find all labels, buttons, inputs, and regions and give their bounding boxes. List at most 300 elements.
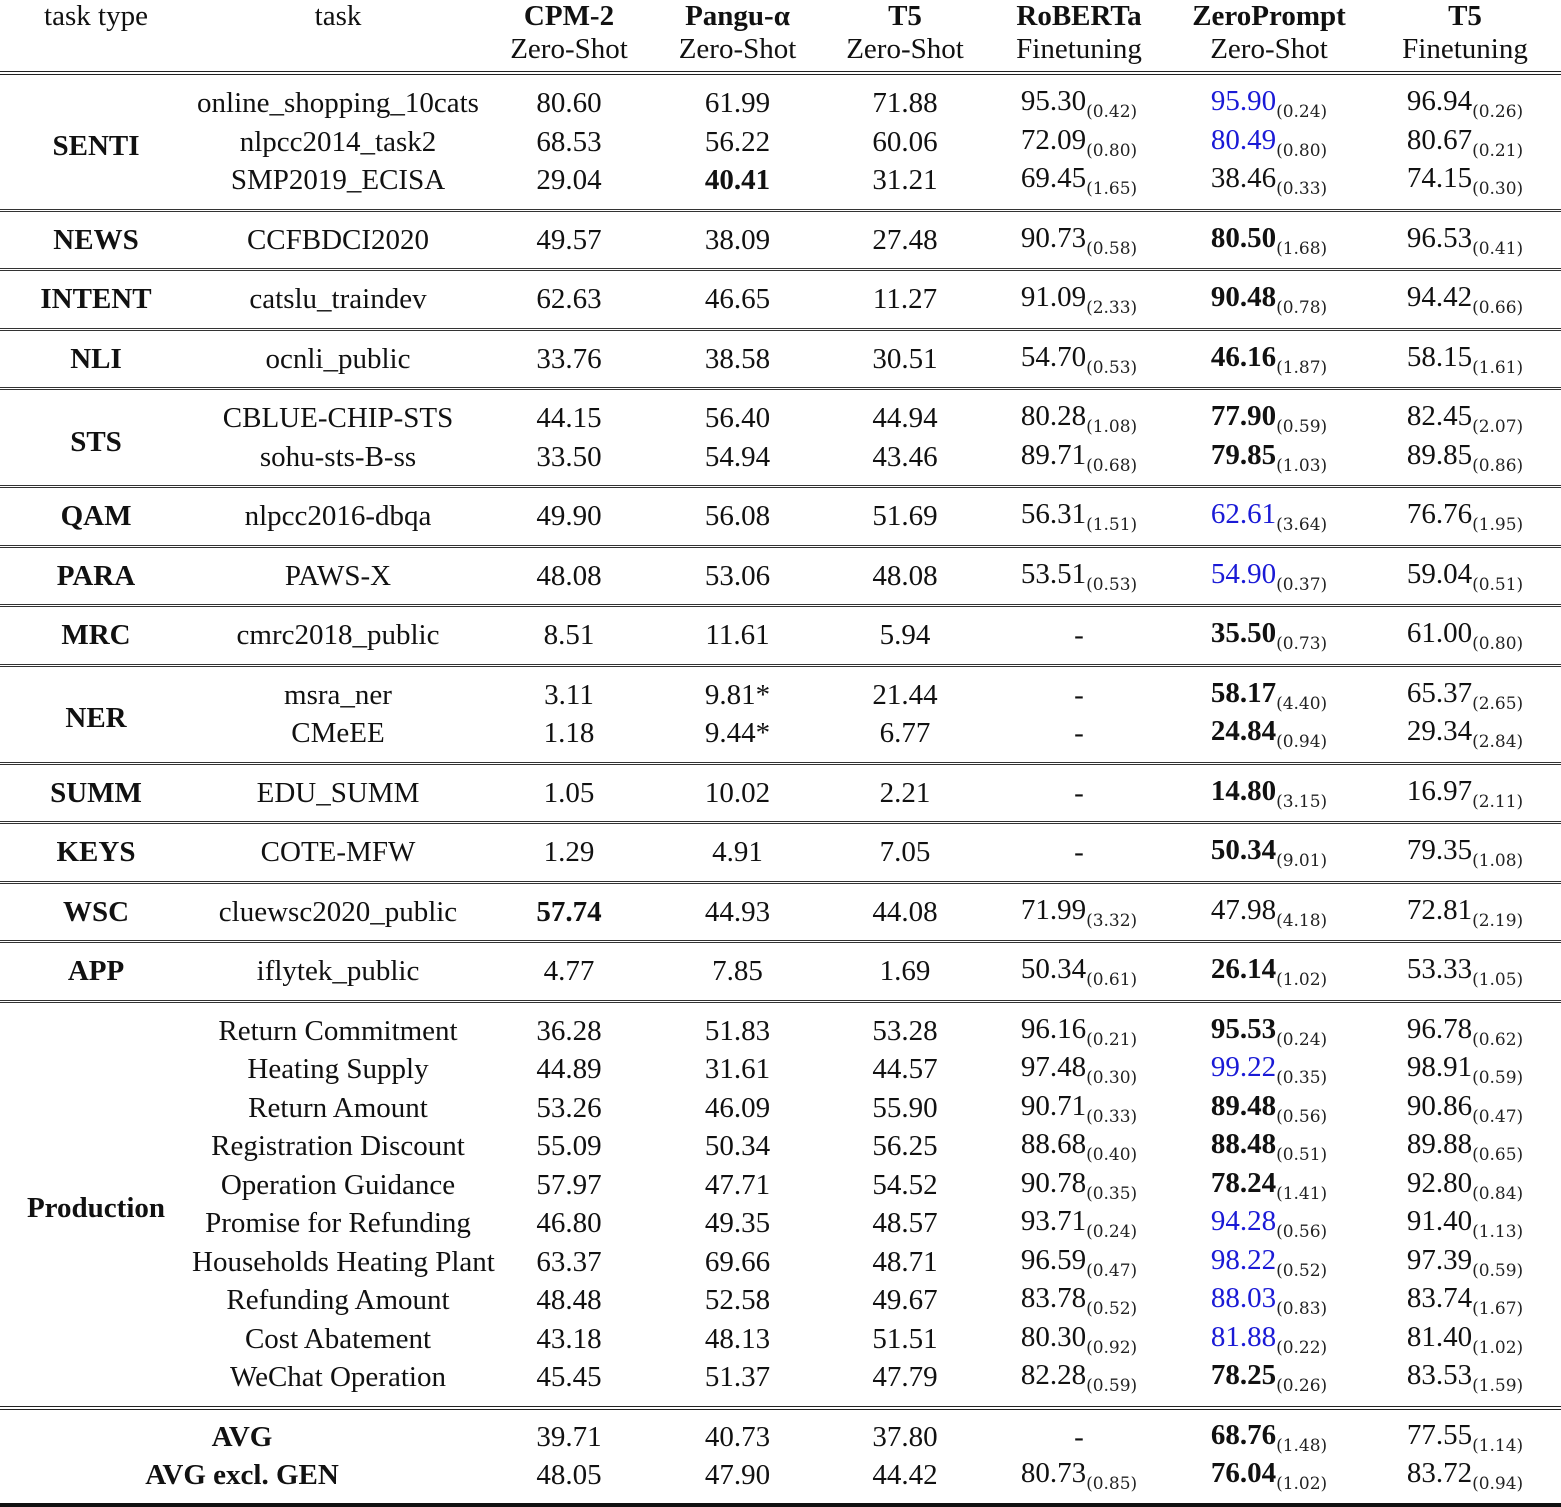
score-value: 47.79 bbox=[872, 1361, 938, 1393]
score-value: 1.05 bbox=[543, 776, 595, 809]
score-t5-ft bbox=[1369, 487, 1561, 547]
score-cpm2 bbox=[484, 1243, 654, 1282]
score-std: (0.30) bbox=[1086, 1068, 1138, 1088]
score-std: (1.67) bbox=[1472, 1299, 1524, 1319]
table-header bbox=[0, 0, 1561, 73]
score-cpm2 bbox=[484, 1358, 654, 1408]
score-t5-zs bbox=[821, 1050, 989, 1089]
score-pangu bbox=[654, 546, 821, 606]
score-value: 83.53 bbox=[1406, 1359, 1473, 1391]
task-name: Registration Discount bbox=[211, 1130, 465, 1162]
score-value: - bbox=[1074, 776, 1084, 809]
score-t5-zs bbox=[821, 389, 989, 438]
score-roberta bbox=[989, 1358, 1169, 1408]
table-row bbox=[0, 1358, 1561, 1408]
score-std: (1.61) bbox=[1472, 357, 1524, 378]
score-std: (0.58) bbox=[1086, 238, 1138, 259]
score-t5-zs bbox=[821, 1281, 989, 1320]
score-std: (1.59) bbox=[1472, 1376, 1524, 1396]
score-value: 96.16 bbox=[1020, 1012, 1087, 1045]
score-std: (2.11) bbox=[1472, 791, 1524, 812]
score-zeroprompt bbox=[1169, 1204, 1369, 1243]
score-value: 51.37 bbox=[704, 1361, 771, 1393]
score-t5-ft bbox=[1369, 210, 1561, 270]
score-std: (0.78) bbox=[1276, 298, 1328, 318]
score-std: (0.22) bbox=[1276, 1337, 1328, 1358]
score-zeroprompt bbox=[1169, 1127, 1369, 1166]
score-cpm2 bbox=[484, 882, 654, 942]
score-roberta bbox=[989, 161, 1169, 210]
score-pangu bbox=[654, 714, 821, 763]
score-value: 46.09 bbox=[704, 1091, 771, 1124]
score-t5-ft bbox=[1369, 1166, 1561, 1205]
score-std: (1.48) bbox=[1276, 1435, 1328, 1456]
task-name: nlpcc2016-dbqa bbox=[192, 487, 484, 547]
score-value: 76.76 bbox=[1406, 498, 1473, 530]
score-t5-ft bbox=[1369, 1243, 1561, 1282]
score-value: - bbox=[1074, 1420, 1084, 1453]
score-value: 69.66 bbox=[704, 1245, 771, 1278]
score-t5-ft bbox=[1369, 546, 1561, 606]
task-type-label: WSC bbox=[0, 882, 192, 942]
score-std: (0.85) bbox=[1086, 1474, 1138, 1494]
average-row bbox=[0, 1408, 1561, 1457]
score-pangu bbox=[654, 73, 821, 123]
table-row bbox=[0, 1243, 1561, 1282]
table-row bbox=[0, 438, 1561, 487]
score-value: 44.93 bbox=[704, 895, 771, 928]
header-spacer bbox=[0, 33, 192, 73]
score-std: (0.94) bbox=[1472, 1474, 1524, 1494]
score-std: (0.24) bbox=[1276, 1029, 1328, 1050]
score-zeroprompt bbox=[1169, 1001, 1369, 1050]
score-cpm2 bbox=[484, 123, 654, 162]
score-value: 53.28 bbox=[872, 1014, 938, 1047]
score-value: 21.44 bbox=[872, 678, 938, 711]
score-std: (0.21) bbox=[1086, 1029, 1138, 1050]
score-cpm2 bbox=[484, 714, 654, 763]
task-group-senti bbox=[0, 73, 1561, 210]
task-name: EDU_SUMM bbox=[192, 763, 484, 823]
score-pangu bbox=[654, 123, 821, 162]
header-model-cpm2: CPM-2 bbox=[523, 0, 615, 32]
score-value: 50.34 bbox=[704, 1130, 771, 1162]
score-value: - bbox=[1074, 678, 1084, 711]
score-value: 50.34 bbox=[1020, 953, 1087, 985]
score-pangu bbox=[654, 942, 821, 1002]
score-roberta bbox=[989, 714, 1169, 763]
score-zeroprompt bbox=[1169, 1456, 1369, 1505]
score-cpm2 bbox=[484, 1320, 654, 1359]
score-std: (0.68) bbox=[1086, 455, 1138, 476]
score-pangu bbox=[654, 763, 821, 823]
score-t5-zs bbox=[821, 487, 989, 547]
task-group-app bbox=[0, 942, 1561, 1002]
score-pangu bbox=[654, 1243, 821, 1282]
score-value: 83.72 bbox=[1406, 1457, 1473, 1489]
task-name: Promise for Refunding bbox=[205, 1207, 471, 1239]
score-value: 48.08 bbox=[536, 559, 602, 592]
task-group-keys bbox=[0, 823, 1561, 883]
score-value: 53.33 bbox=[1406, 953, 1473, 985]
score-value: 54.52 bbox=[872, 1168, 938, 1201]
score-value: 96.94 bbox=[1406, 85, 1473, 117]
task-name: msra_ner bbox=[284, 678, 392, 711]
score-value: 80.49 bbox=[1210, 123, 1277, 156]
score-value: 44.42 bbox=[872, 1459, 938, 1491]
table-row bbox=[0, 161, 1561, 210]
table-row bbox=[0, 606, 1561, 666]
score-value: 54.70 bbox=[1020, 340, 1087, 373]
score-value: 91.09 bbox=[1020, 281, 1087, 313]
score-t5-ft bbox=[1369, 1127, 1561, 1166]
header-model-zeroprompt: ZeroPrompt bbox=[1192, 0, 1346, 32]
score-t5-zs bbox=[821, 73, 989, 123]
score-zeroprompt bbox=[1169, 1166, 1369, 1205]
score-pangu bbox=[654, 270, 821, 330]
score-value: 54.94 bbox=[704, 440, 771, 473]
score-value: 1.18 bbox=[543, 717, 595, 749]
score-std: (0.35) bbox=[1086, 1183, 1138, 1204]
score-std: (0.52) bbox=[1086, 1299, 1138, 1319]
score-value: 53.26 bbox=[536, 1091, 602, 1124]
score-value: 40.73 bbox=[704, 1420, 771, 1453]
table-row bbox=[0, 882, 1561, 942]
table-row bbox=[0, 270, 1561, 330]
table-row bbox=[0, 210, 1561, 270]
score-value: 79.85 bbox=[1210, 438, 1277, 471]
score-value: 49.35 bbox=[704, 1207, 771, 1239]
score-zeroprompt bbox=[1169, 1320, 1369, 1359]
task-name: cmrc2018_public bbox=[192, 606, 484, 666]
score-roberta bbox=[989, 123, 1169, 162]
score-value: 72.81 bbox=[1406, 893, 1473, 926]
header-setting-cpm2: Zero-Shot bbox=[484, 33, 654, 73]
score-t5-ft bbox=[1369, 270, 1561, 330]
score-std: (2.33) bbox=[1086, 298, 1138, 318]
score-roberta bbox=[989, 1281, 1169, 1320]
score-value: 82.28 bbox=[1020, 1359, 1087, 1391]
task-type-label: Production bbox=[0, 1001, 192, 1408]
task-name: online_shopping_10cats bbox=[197, 87, 479, 119]
score-zeroprompt bbox=[1169, 942, 1369, 1002]
task-name: cluewsc2020_public bbox=[192, 882, 484, 942]
table-row bbox=[0, 665, 1561, 714]
score-t5-zs bbox=[821, 714, 989, 763]
score-t5-zs bbox=[821, 123, 989, 162]
score-t5-zs bbox=[821, 1001, 989, 1050]
score-value: 47.98 bbox=[1210, 893, 1277, 926]
score-t5-zs bbox=[821, 1166, 989, 1205]
score-t5-zs bbox=[821, 1408, 989, 1457]
score-value: 49.67 bbox=[872, 1284, 938, 1316]
score-t5-ft bbox=[1369, 1050, 1561, 1089]
score-value: 83.78 bbox=[1020, 1282, 1087, 1314]
score-std: (0.65) bbox=[1472, 1145, 1524, 1165]
average-label: AVG excl. GEN bbox=[0, 1456, 484, 1505]
score-value: 80.28 bbox=[1020, 400, 1087, 432]
score-zeroprompt bbox=[1169, 389, 1369, 438]
score-value: 56.22 bbox=[704, 125, 771, 158]
score-std: (0.51) bbox=[1472, 574, 1524, 595]
score-cpm2 bbox=[484, 329, 654, 389]
score-t5-zs bbox=[821, 763, 989, 823]
score-t5-zs bbox=[821, 546, 989, 606]
score-value: 7.05 bbox=[879, 836, 931, 868]
table-row bbox=[0, 1281, 1561, 1320]
score-roberta bbox=[989, 1001, 1169, 1050]
score-value: 96.53 bbox=[1406, 221, 1473, 254]
score-roberta bbox=[989, 606, 1169, 666]
table-row bbox=[0, 942, 1561, 1002]
score-std: (1.68) bbox=[1276, 238, 1328, 259]
score-zeroprompt bbox=[1169, 1243, 1369, 1282]
score-t5-zs bbox=[821, 1243, 989, 1282]
score-value: 48.71 bbox=[872, 1245, 938, 1278]
header-model-pangu: Pangu-α bbox=[685, 0, 790, 32]
score-value: 62.61 bbox=[1210, 498, 1277, 530]
score-t5-ft bbox=[1369, 1204, 1561, 1243]
score-std: (0.26) bbox=[1276, 1376, 1328, 1396]
table-row bbox=[0, 1001, 1561, 1050]
task-name: Households Heating Plant bbox=[192, 1245, 495, 1278]
score-t5-zs bbox=[821, 210, 989, 270]
score-value: 7.85 bbox=[712, 955, 763, 987]
score-zeroprompt bbox=[1169, 123, 1369, 162]
score-value: 11.27 bbox=[872, 283, 938, 315]
score-pangu bbox=[654, 1089, 821, 1128]
score-std: (0.21) bbox=[1472, 140, 1524, 161]
score-t5-zs bbox=[821, 1204, 989, 1243]
score-pangu bbox=[654, 438, 821, 487]
score-pangu bbox=[654, 1166, 821, 1205]
header-model-t5-ft: T5 bbox=[1448, 0, 1482, 32]
score-cpm2 bbox=[484, 389, 654, 438]
score-cpm2 bbox=[484, 161, 654, 210]
score-std: (2.84) bbox=[1472, 732, 1524, 752]
score-cpm2 bbox=[484, 487, 654, 547]
task-name: Return Amount bbox=[248, 1091, 428, 1124]
score-cpm2 bbox=[484, 763, 654, 823]
score-zeroprompt bbox=[1169, 161, 1369, 210]
score-roberta bbox=[989, 546, 1169, 606]
table-row bbox=[0, 823, 1561, 883]
score-value: - bbox=[1074, 619, 1084, 651]
table-row bbox=[0, 389, 1561, 438]
score-std: (0.47) bbox=[1472, 1106, 1524, 1127]
score-value: 56.08 bbox=[704, 500, 771, 532]
score-pangu bbox=[654, 161, 821, 210]
score-value: 79.35 bbox=[1406, 834, 1473, 866]
score-value: 68.76 bbox=[1210, 1418, 1277, 1451]
score-t5-ft bbox=[1369, 1408, 1561, 1457]
score-t5-ft bbox=[1369, 1358, 1561, 1408]
score-roberta bbox=[989, 1089, 1169, 1128]
score-std: (0.24) bbox=[1276, 102, 1328, 122]
score-std: (0.56) bbox=[1276, 1106, 1328, 1127]
score-value: 44.57 bbox=[872, 1053, 938, 1085]
score-value: 71.99 bbox=[1020, 893, 1087, 926]
score-std: (0.24) bbox=[1086, 1222, 1138, 1242]
score-cpm2 bbox=[484, 1166, 654, 1205]
score-std: (0.59) bbox=[1472, 1068, 1524, 1088]
score-std: (3.32) bbox=[1086, 910, 1138, 931]
average-row bbox=[0, 1456, 1561, 1505]
task-group-news bbox=[0, 210, 1561, 270]
header-setting-roberta: Finetuning bbox=[989, 33, 1169, 73]
task-name: iflytek_public bbox=[192, 942, 484, 1002]
score-value: 2.21 bbox=[879, 776, 931, 809]
task-name: Cost Abatement bbox=[244, 1322, 432, 1355]
score-value: 88.48 bbox=[1210, 1128, 1277, 1160]
score-std: (0.52) bbox=[1276, 1260, 1328, 1281]
score-value: 78.24 bbox=[1210, 1166, 1277, 1199]
task-type-label: NER bbox=[0, 665, 192, 763]
task-group-para bbox=[0, 546, 1561, 606]
score-value: 31.21 bbox=[872, 164, 938, 196]
table-row bbox=[0, 73, 1561, 123]
score-value: 48.05 bbox=[536, 1459, 602, 1491]
score-t5-ft bbox=[1369, 73, 1561, 123]
score-value: 46.65 bbox=[704, 283, 771, 315]
score-pangu bbox=[654, 1358, 821, 1408]
score-value: 90.71 bbox=[1020, 1089, 1087, 1122]
score-value: 60.06 bbox=[872, 125, 938, 158]
task-name: sohu-sts-B-ss bbox=[192, 438, 484, 487]
score-std: (1.02) bbox=[1276, 970, 1328, 990]
score-t5-ft bbox=[1369, 1281, 1561, 1320]
score-roberta bbox=[989, 665, 1169, 714]
table-row bbox=[0, 1320, 1561, 1359]
score-std: (0.33) bbox=[1086, 1106, 1138, 1127]
score-value: 38.46 bbox=[1210, 162, 1277, 194]
task-name: CCFBDCI2020 bbox=[192, 210, 484, 270]
score-roberta bbox=[989, 270, 1169, 330]
score-value: 96.59 bbox=[1020, 1243, 1087, 1276]
score-value: 82.45 bbox=[1406, 400, 1473, 432]
score-cpm2 bbox=[484, 1050, 654, 1089]
score-value: 48.13 bbox=[704, 1322, 771, 1355]
task-name: catslu_traindev bbox=[192, 270, 484, 330]
score-std: (0.61) bbox=[1086, 970, 1138, 990]
score-std: (3.15) bbox=[1276, 791, 1328, 812]
score-value: 30.51 bbox=[872, 342, 938, 375]
score-value: 81.88 bbox=[1210, 1320, 1277, 1353]
score-pangu bbox=[654, 1281, 821, 1320]
score-value: 50.34 bbox=[1210, 834, 1277, 866]
score-pangu bbox=[654, 606, 821, 666]
score-t5-ft bbox=[1369, 823, 1561, 883]
score-std: (0.73) bbox=[1276, 634, 1328, 654]
header-model-t5-zs: T5 bbox=[888, 0, 922, 32]
score-value: 48.57 bbox=[872, 1207, 938, 1239]
score-zeroprompt bbox=[1169, 1358, 1369, 1408]
score-std: (4.40) bbox=[1276, 693, 1328, 714]
score-pangu bbox=[654, 882, 821, 942]
score-roberta bbox=[989, 823, 1169, 883]
score-value: 89.88 bbox=[1406, 1128, 1473, 1160]
score-value: 61.00 bbox=[1406, 617, 1473, 649]
score-zeroprompt bbox=[1169, 1089, 1369, 1128]
score-value: 61.99 bbox=[704, 87, 771, 119]
score-value: 48.48 bbox=[536, 1284, 602, 1316]
score-pangu bbox=[654, 389, 821, 438]
score-value: 81.40 bbox=[1406, 1320, 1473, 1353]
score-pangu bbox=[654, 1204, 821, 1243]
score-std: (2.65) bbox=[1472, 693, 1524, 714]
task-group-sts bbox=[0, 389, 1561, 487]
score-zeroprompt bbox=[1169, 714, 1369, 763]
score-t5-ft bbox=[1369, 882, 1561, 942]
score-t5-ft bbox=[1369, 1456, 1561, 1505]
score-value: 59.04 bbox=[1406, 557, 1473, 590]
task-group-nli bbox=[0, 329, 1561, 389]
score-value: 38.58 bbox=[704, 342, 771, 375]
score-std: (2.07) bbox=[1472, 417, 1524, 437]
score-std: (0.42) bbox=[1086, 102, 1138, 122]
score-pangu bbox=[654, 823, 821, 883]
task-type-label: STS bbox=[0, 389, 192, 487]
score-value: 88.68 bbox=[1020, 1128, 1087, 1160]
score-value: 97.48 bbox=[1020, 1051, 1087, 1083]
score-value: 33.50 bbox=[536, 440, 602, 473]
score-value: 77.90 bbox=[1210, 400, 1277, 432]
score-pangu bbox=[654, 1456, 821, 1505]
score-roberta bbox=[989, 487, 1169, 547]
score-value: 46.16 bbox=[1210, 340, 1277, 373]
score-std: (1.41) bbox=[1276, 1183, 1328, 1204]
score-roberta bbox=[989, 1127, 1169, 1166]
score-zeroprompt bbox=[1169, 438, 1369, 487]
score-std: (0.83) bbox=[1276, 1299, 1328, 1319]
score-value: 37.80 bbox=[872, 1420, 938, 1453]
score-value: 90.73 bbox=[1020, 221, 1087, 254]
score-value: 27.48 bbox=[872, 223, 938, 256]
task-type-label: NEWS bbox=[0, 210, 192, 270]
score-std: (0.26) bbox=[1472, 102, 1524, 122]
score-cpm2 bbox=[484, 942, 654, 1002]
score-cpm2 bbox=[484, 210, 654, 270]
score-t5-ft bbox=[1369, 714, 1561, 763]
score-std: (1.51) bbox=[1086, 515, 1138, 535]
score-value: 52.58 bbox=[704, 1284, 771, 1316]
table-row bbox=[0, 714, 1561, 763]
score-t5-ft bbox=[1369, 123, 1561, 162]
score-roberta bbox=[989, 1408, 1169, 1457]
score-value: 33.76 bbox=[536, 342, 602, 375]
table-row bbox=[0, 763, 1561, 823]
task-type-label: SENTI bbox=[0, 73, 192, 210]
score-std: (0.92) bbox=[1086, 1337, 1138, 1358]
score-value: 68.53 bbox=[536, 125, 602, 158]
score-cpm2 bbox=[484, 1408, 654, 1457]
score-value: 56.31 bbox=[1020, 498, 1087, 530]
score-value: 49.57 bbox=[536, 223, 602, 256]
score-value: 6.77 bbox=[879, 717, 931, 749]
score-std: (0.80) bbox=[1086, 140, 1138, 161]
header-setting-t5-zs: Zero-Shot bbox=[821, 33, 989, 73]
score-value: 49.90 bbox=[536, 500, 602, 532]
score-value: - bbox=[1074, 717, 1084, 749]
score-std: (0.59) bbox=[1276, 417, 1328, 437]
score-value: 43.18 bbox=[536, 1322, 602, 1355]
score-t5-ft bbox=[1369, 1001, 1561, 1050]
score-std: (0.59) bbox=[1472, 1260, 1524, 1281]
score-value: 55.90 bbox=[872, 1091, 938, 1124]
score-value: 24.84 bbox=[1210, 715, 1277, 747]
score-value: 9.44* bbox=[704, 717, 771, 749]
score-zeroprompt bbox=[1169, 882, 1369, 942]
